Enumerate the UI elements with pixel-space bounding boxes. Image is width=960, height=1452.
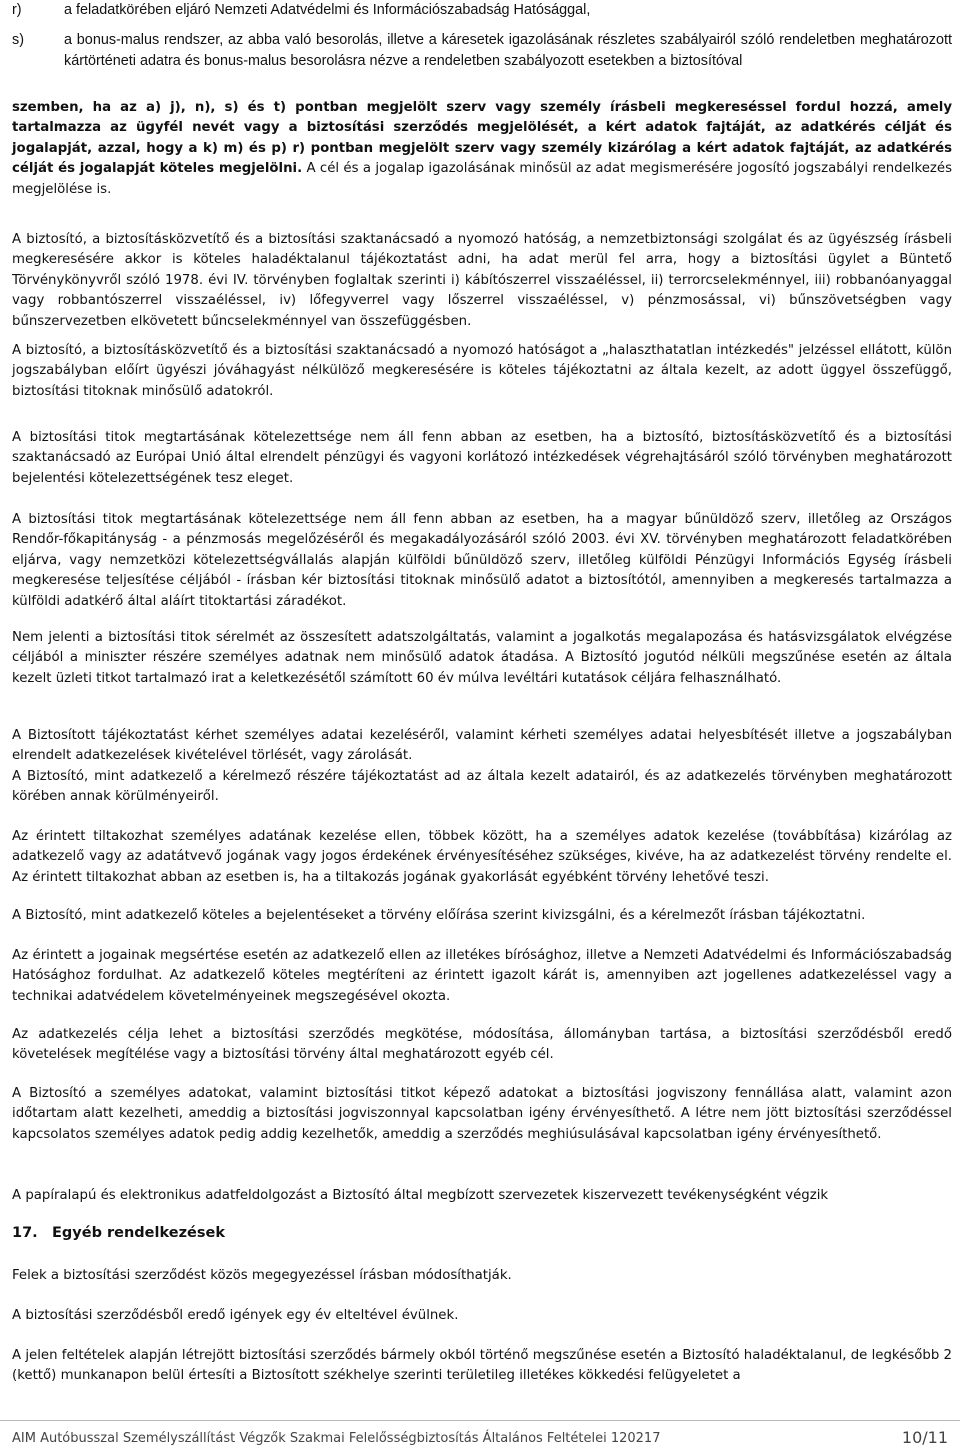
footer-document-title: AIM Autóbusszal Személyszállítást Végzők Szakmai Felelősségbiztosítás Általános Feltételei 120217 [12, 1431, 661, 1446]
paragraph: Az érintett a jogainak megsértése esetén az adatkezelő ellen az illetékes bírósághoz, illetve a Nemzeti Adatvédelmi és Információszabadság Hatósághoz fordulhat. Az adatkezelő köteles megtéríteni az érintett igazolt kárát is, amennyiben azt jogellenes adatkezeléssel vagy a technikai adatvédelem követelményeinek megszegésével okozta. [12, 948, 952, 1004]
paragraph: A Biztosító, mint adatkezelő a kérelmező részére tájékoztatást ad az általa kezelt adatairól, és az adatkezelés törvényben meghatározott körében annak körülményeiről. [12, 769, 952, 805]
list-item-r [12, 0, 952, 21]
paragraph: A biztosító, a biztosításközvetítő és a biztosítási szaktanácsadó a nyomozó hatóság, a nemzetbiztonsági szolgálat és az ügyészség írásbeli megkeresésére akkor is köteles haladéktalanul tájékoztatást adni, ha adat merül fel arra, hogy a biztosítási ügylet a Büntető Törvénykönyvről szóló 1978. évi IV. törvényben foglaltak szerinti i) kábítószerrel visszaéléssel, ii) terrorcselekménnyel, iii) robbanóanyaggal vagy robbantószerrel visszaéléssel, iv) lőfegyverrel vagy lőszerrel visszaéléssel, v) pénzmosással, vi) bűnszövetségben vagy bűnszervezetben elkövetett bűncselekménnyel van összefüggésben. [12, 232, 952, 329]
footer-page-number: 10/11 [901, 1428, 948, 1447]
paragraph: A Biztosító a személyes adatokat, valamint biztosítási titkot képező adatokat a biztosítási jogviszony fennállása alatt, valamint azon időtartam alatt kezelheti, ameddig a biztosítási jogviszonnyal kapcsolatban igény érvényesíthető. A létre nem jött biztosítási szerződéssel kapcsolatos személyes adatok pedig addig kezelhetők, ameddig a szerződés meghiúsulásával kapcsolatban igény érvényesíthető. [12, 1086, 952, 1142]
paragraph: A biztosítási titok megtartásának kötelezettsége nem áll fenn abban az esetben, ha a biztosító, biztosításközvetítő és a biztosítási szaktanácsadó az Európai Unió által elrendelt pénzügyi és vagyoni korlátozó intézkedések végrehajtásáról szóló törvényben meghatározott bejelentési kötelezettségének tesz eleget. [12, 430, 952, 486]
paragraph: A Biztosított tájékoztatást kérhet személyes adatai kezeléséről, valamint kérheti személyes adatai helyesbítését illetve a jogszabályban elrendelt adatkezelések kivételével törlését, vagy zárolását. [12, 728, 952, 764]
list-marker: s) [12, 32, 24, 48]
paragraph: Felek a biztosítási szerződést közös megegyezéssel írásban módosíthatják. [12, 1268, 512, 1283]
paragraph: Nem jelenti a biztosítási titok sérelmét az összesített adatszolgáltatás, valamint a jogalkotás megalapozása és hatásvizsgálatok elvégzése céljából a miniszter részére személyes adatnak nem minősülő adatok átadása. A Biztosító jogutód nélküli megszűnése esetén az általa kezelt üzleti titkot tartalmazó irat a keletkezésétől számított 60 év múlva levéltári kutatások céljára felhasználható. [12, 630, 952, 686]
paragraph: A biztosítási titok megtartásának kötelezettsége nem áll fenn abban az esetben, ha a magyar bűnüldöző szerv, illetőleg az Országos Rendőr-főkapitányság - a pénzmosás megelőzéséről és megakadályozásáról szóló 2003. évi XV. törvényben meghatározott feladatkörében eljárva, vagy nemzetközi kötelezettségvállalás alapján külföldi bűnüldöző szerv, illetőleg külföldi Pénzügyi Információs Egység írásbeli megkeresése teljesítése céljából - írásban kér biztosítási titoknak minősülő adatot a biztosítótól, amennyiben a megkeresés tartalmazza a külföldi adatkérő által aláírt titoktartási záradékot. [12, 512, 952, 609]
list-item-s [12, 30, 952, 72]
list-text: a bonus-malus rendszer, az abba való besorolás, illetve a káresetek igazolásának részletes szabályairól szóló rendeletben meghatározott kártörténeti adatra és bonus-malus besorolásra nézve a rendeletben szabályozott esetekben a biztosítóval [64, 32, 952, 69]
section-heading [12, 1225, 225, 1241]
paragraph: A Biztosító, mint adatkezelő köteles a bejelentéseket a törvény előírása szerint kivizsgálni, és a kérelmezőt írásban tájékoztatni. [12, 908, 866, 923]
paragraph-bold-text: szemben, ha az a) j), n), s) és t) pontban megjelölt szerv vagy személy írásbeli megkereséssel fordul hozzá, amely tartalmazza az ügyfél nevét vagy a biztosítási szerződés megjelölését, a kért adatok fajtáját, az adatkérés célját és jogalapját, azzal, hogy a k) m) és p) r) pontban megjelölt szerv vagy személy kizárólag a kért adatok fajtáját, az adatkérés célját és jogalapját köteles megjelölni. [12, 100, 952, 177]
paragraph: Az adatkezelés célja lehet a biztosítási szerződés megkötése, módosítása, állományban tartása, a biztosítási szerződésből eredő követelések megítélése vagy a biztosítási törvény által meghatározott egyéb cél. [12, 1027, 952, 1063]
list-marker: r) [12, 2, 22, 18]
paragraph: Az érintett tiltakozhat személyes adatának kezelése ellen, többek között, ha a személyes adatok kezelése (továbbítása) kizárólag az adatkezelő vagy az adatátvevő jogának vagy jogos érdekének érvényesítéséhez szükséges, kivéve, ha az adatkezelést törvény rendelte el. Az érintett tiltakozhat abban az esetben is, ha a tiltakozás jogának gyakorlását egyébként törvény lehetővé teszi. [12, 829, 952, 885]
list-text: a feladatkörében eljáró Nemzeti Adatvédelmi és Információszabadság Hatósággal, [64, 2, 591, 18]
paragraph-text: A cél és a jogalap igazolásának minősül az adat megismerésére jogosító jogszabályi rendelkezés megjelölése is. [12, 161, 952, 197]
section-number: 17. [12, 1225, 38, 1241]
paragraph [12, 98, 952, 200]
paragraph: A biztosító, a biztosításközvetítő és a biztosítási szaktanácsadó a nyomozó hatóságot a „halaszthatatlan intézkedés" jelzéssel ellátott, külön jogszabályban előírt ügyészi jóváhagyást nélkülöző megkeresésére is köteles tájékoztatni az általa kezelt, az adott üggyel összefüggő, biztosítási titoknak minősülő adatokról. [12, 343, 952, 399]
paragraph: A papíralapú és elektronikus adatfeldolgozást a Biztosító által megbízott szervezetek kiszervezett tevékenységként végzik [12, 1188, 829, 1203]
paragraph: A biztosítási szerződésből eredő igények egy év elteltével évülnek. [12, 1308, 459, 1323]
section-title: Egyéb rendelkezések [52, 1225, 225, 1241]
footer-divider [0, 1420, 960, 1421]
paragraph: A jelen feltételek alapján létrejött biztosítási szerződés bármely okból történő megszűnése esetén a Biztosító haladéktalanul, de legkésőbb 2 (kettő) munkanapon belül értesíti a Biztosított székhelye szerinti területileg illetékes kökkedési felügyeletet a [12, 1348, 952, 1384]
